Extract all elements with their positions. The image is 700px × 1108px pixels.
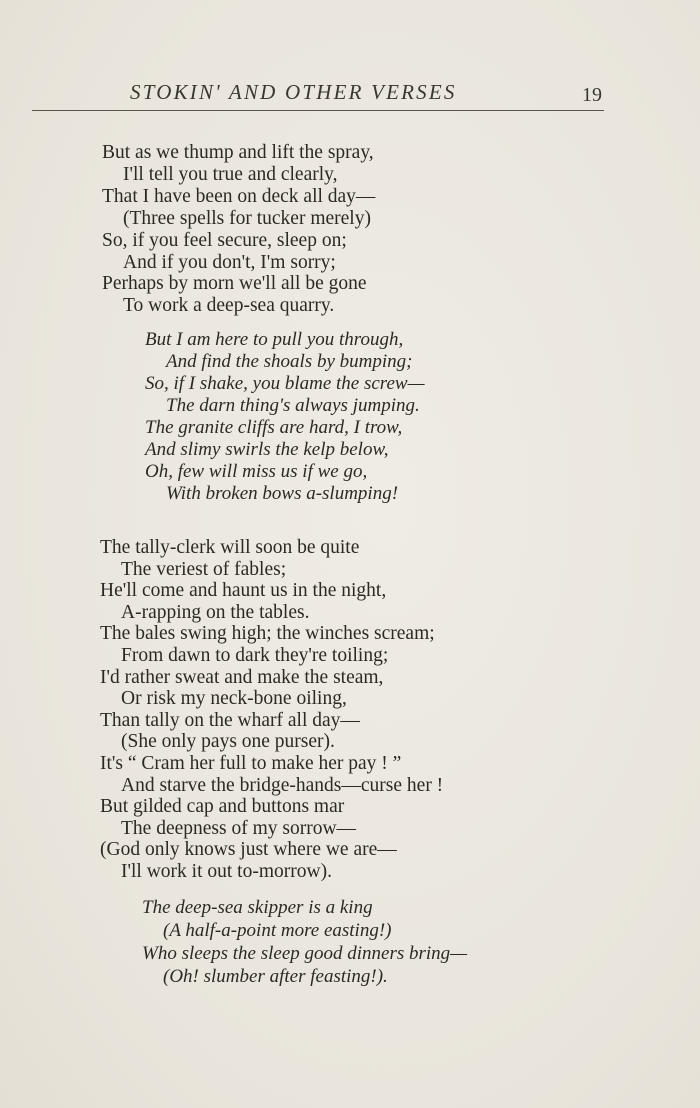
running-head: STOKIN' AND OTHER VERSES bbox=[130, 80, 457, 104]
stanza-2-refrain bbox=[145, 329, 425, 505]
verse-line: Oh, few will miss us if we go, bbox=[145, 461, 368, 482]
verse-line: And if you don't, I'm sorry; bbox=[123, 251, 336, 273]
verse-line: A-rapping on the tables. bbox=[121, 601, 310, 623]
stanza-4-refrain bbox=[142, 896, 467, 988]
verse-line: That I have been on deck all day— bbox=[102, 185, 376, 207]
verse-line: And slimy swirls the kelp below, bbox=[145, 439, 389, 460]
verse-line: I'll tell you true and clearly, bbox=[123, 163, 338, 185]
verse-line: The veriest of fables; bbox=[121, 558, 287, 580]
verse-line: And starve the bridge-hands—curse her ! bbox=[121, 774, 444, 796]
verse-line: I'd rather sweat and make the steam, bbox=[100, 666, 384, 688]
verse-line: So, if you feel secure, sleep on; bbox=[102, 229, 347, 251]
verse-line: (She only pays one purser). bbox=[121, 731, 335, 753]
verse-line: (A half-a-point more easting!) bbox=[163, 920, 392, 941]
verse-line: From dawn to dark they're toiling; bbox=[121, 644, 389, 666]
verse-line: The deep-sea skipper is a king bbox=[142, 897, 373, 918]
verse-line: The darn thing's always jumping. bbox=[166, 395, 420, 416]
verse-line: Perhaps by morn we'll all be gone bbox=[102, 273, 367, 295]
verse-line: Or risk my neck-bone oiling, bbox=[121, 688, 347, 710]
verse-line: (Three spells for tucker merely) bbox=[123, 207, 371, 229]
verse-line: And find the shoals by bumping; bbox=[166, 351, 413, 372]
stanza-1 bbox=[102, 142, 375, 317]
verse-line: The tally-clerk will soon be quite bbox=[100, 537, 360, 558]
verse-line: The granite cliffs are hard, I trow, bbox=[145, 417, 403, 438]
stanza-3 bbox=[100, 537, 443, 883]
verse-line: He'll come and haunt us in the night, bbox=[100, 580, 387, 602]
verse-line: It's “ Cram her full to make her pay ! ” bbox=[100, 752, 402, 774]
header-rule bbox=[32, 110, 604, 111]
verse-line: But gilded cap and buttons mar bbox=[100, 796, 345, 818]
verse-line: (Oh! slumber after feasting!). bbox=[163, 966, 388, 987]
verse-line: To work a deep-sea quarry. bbox=[123, 295, 335, 317]
verse-line: The bales swing high; the winches scream; bbox=[100, 623, 435, 645]
verse-line: Who sleeps the sleep good dinners bring— bbox=[142, 943, 468, 964]
verse-line: The deepness of my sorrow— bbox=[121, 817, 357, 839]
verse-line: (God only knows just where we are— bbox=[100, 839, 397, 861]
page-number: 19 bbox=[582, 84, 602, 106]
verse-line: With broken bows a-slumping! bbox=[166, 483, 399, 504]
verse-line: So, if I shake, you blame the screw— bbox=[145, 373, 425, 394]
verse-line: Than tally on the wharf all day— bbox=[100, 709, 360, 731]
verse-line: But as we thump and lift the spray, bbox=[102, 142, 374, 163]
verse-line: But I am here to pull you through, bbox=[145, 329, 404, 350]
verse-line: I'll work it out to-morrow). bbox=[121, 860, 332, 882]
